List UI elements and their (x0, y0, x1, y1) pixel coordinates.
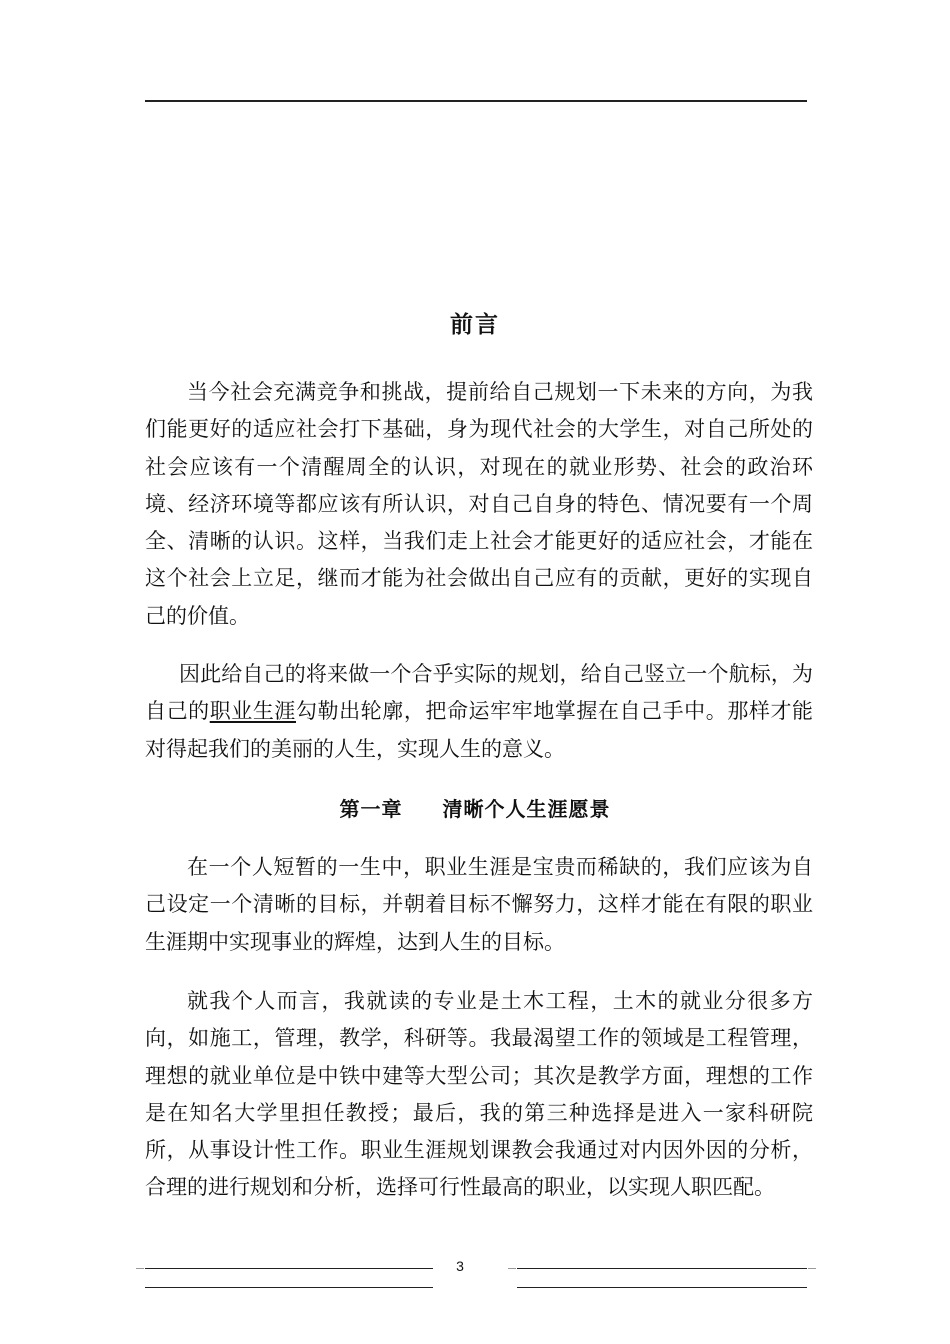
chapter-number: 第一章 (339, 797, 403, 821)
footer-line-right-bottom (517, 1287, 807, 1288)
footer-line-left-bottom (145, 1287, 433, 1288)
chapter-title: 清晰个人生涯愿景 (442, 797, 611, 821)
chapter-paragraph-1: 在一个人短暂的一生中，职业生涯是宝贵而稀缺的，我们应该为自己设定一个清晰的目标，并朝着目标不懈努力，这样才能在有限的职业生涯期中实现事业的辉煌，达到人生的目标。 (145, 855, 813, 954)
footer-dash-right-b (808, 1268, 816, 1269)
preface-paragraph-2 (145, 656, 813, 768)
preface-paragraph-2-start: 因此给自己的将来做一个合乎实际的规划，给自己竖立一个航标，为自己的 (145, 662, 813, 724)
preface-paragraph-1: 当今社会充满竞争和挑战，提前给自己规划一下未来的方向，为我们能更好的适应社会打下基础，身为现代社会的大学生，对自己所处的社会应该有一个清醒周全的认识，对现在的就业形势、社会的政治环境、经济环境等都应该有所认识，对自己自身的特色、情况要有一个周全、清晰的认识。这样，当我们走上社会才能更好的适应社会，才能在这个社会上立足，继而才能为社会做出自己应有的贡献，更好的实现自己的价值。 (145, 380, 813, 628)
footer-dash-right-a (508, 1268, 516, 1269)
preface-paragraph-2-end: 勾勒出轮廓，把命运牢牢地掌握在自己手中。那样才能对得起我们的美丽的人生，实现人生的意义。 (145, 699, 814, 761)
header-rule (145, 100, 807, 102)
chapter-paragraph-2: 就我个人而言，我就读的专业是土木工程，土木的就业分很多方向，如施工，管理，教学，科研等。我最渴望工作的领域是工程管理，理想的就业单位是中铁中建等大型公司；其次是教学方面，理想的工作是在知名大学里担任教授；最后，我的第三种选择是进入一家科研院所，从事设计性工作。职业生涯规划课教会我通过对内因外因的分析，合理的进行规划和分析，选择可行性最高的职业，以实现人职匹配。 (145, 989, 813, 1200)
page-number: 3 (456, 1258, 464, 1274)
chapter-heading (0, 793, 950, 822)
footer-line-right-top (517, 1268, 807, 1269)
footer-dash-left (136, 1268, 144, 1269)
page-title: 前言 (450, 312, 500, 338)
footer-line-left-top (145, 1268, 433, 1269)
career-link[interactable]: 职业生涯 (209, 699, 296, 724)
